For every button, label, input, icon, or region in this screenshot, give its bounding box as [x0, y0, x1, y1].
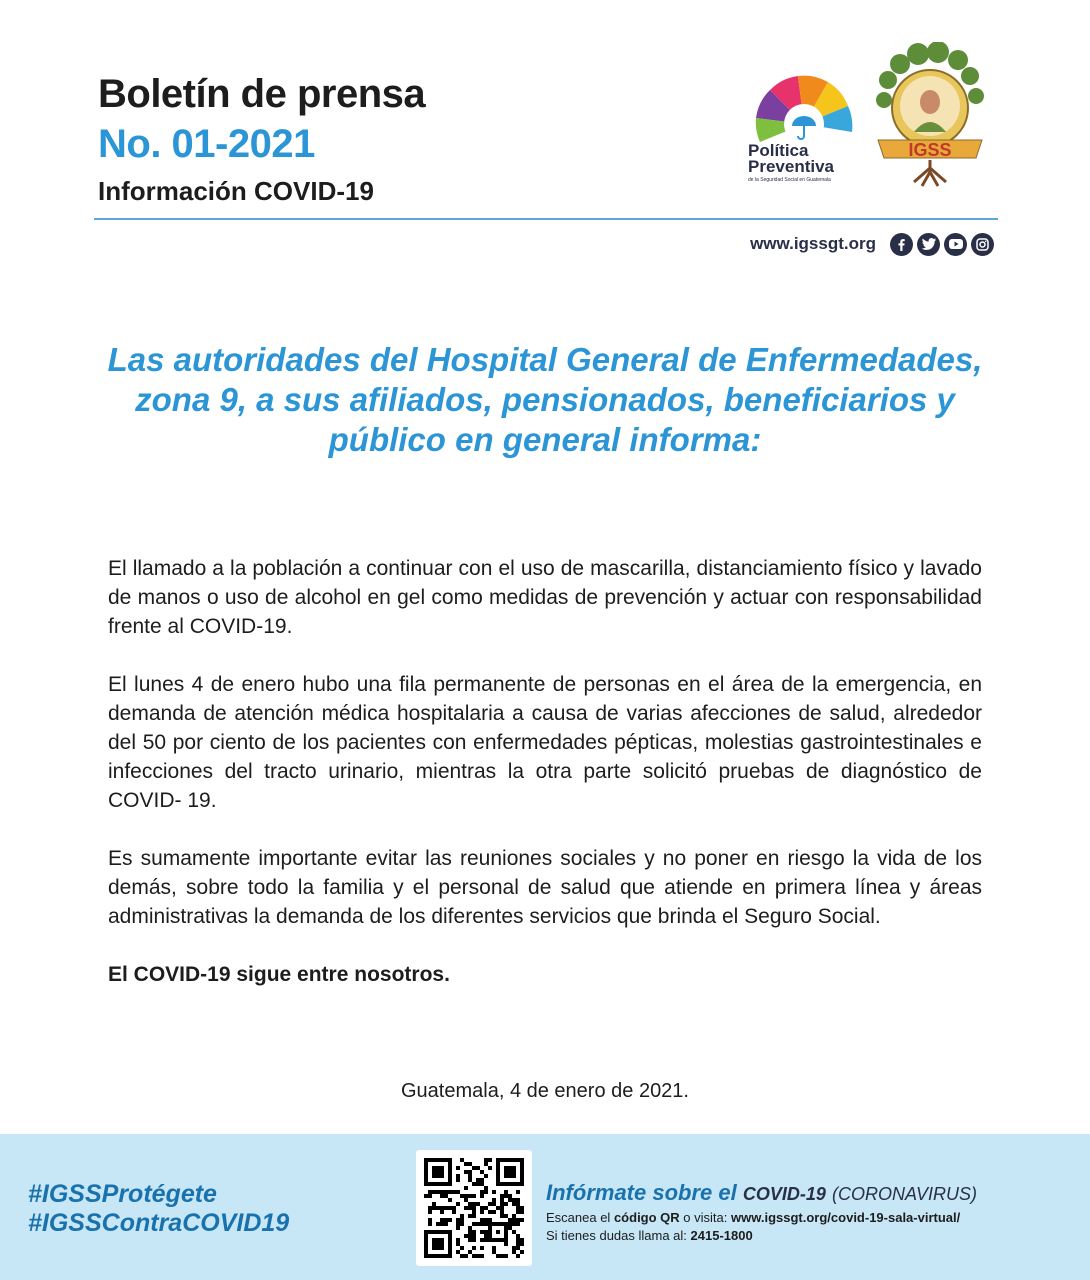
info-title-paren: (CORONAVIRUS) — [832, 1184, 978, 1204]
info-title-text: Infórmate sobre el — [546, 1180, 737, 1205]
igss-logo-text: IGSS — [908, 140, 952, 160]
scan-line — [546, 1210, 960, 1225]
website-row — [750, 232, 994, 256]
phone-number[interactable]: 2415-1800 — [690, 1228, 753, 1243]
pp-logo-line1: Política — [748, 141, 809, 160]
info-title — [546, 1180, 977, 1206]
sala-virtual-link[interactable]: www.igssgt.org/covid-19-sala-virtual/ — [731, 1210, 961, 1225]
facebook-icon[interactable] — [890, 233, 913, 256]
page-title: Boletín de prensa — [98, 72, 426, 116]
scan-mid: o visita: — [683, 1210, 728, 1225]
bulletin-number: No. 01-2021 — [98, 122, 315, 166]
pp-logo-tagline: de la Seguridad Social en Guatemala — [748, 177, 831, 183]
phone-prefix: Si tienes dudas llama al: — [546, 1228, 687, 1243]
body-paragraph-4: El COVID-19 sigue entre nosotros. — [108, 963, 450, 986]
twitter-icon[interactable] — [917, 233, 940, 256]
headline: Las autoridades del Hospital General de Enfermedades, zona 9, a sus afiliados, pensionados, beneficiarios y público en general informa: — [107, 341, 983, 458]
header — [98, 72, 998, 212]
igss-logo — [870, 42, 990, 188]
youtube-icon[interactable] — [944, 233, 967, 256]
scan-qr-label: código QR — [613, 1210, 680, 1225]
body-paragraph-3: Es sumamente importante evitar las reuniones sociales y no poner en riesgo la vida de los demás, sobre todo la familia y el personal de salud que atiende en primera línea y áreas administrativas la demanda de los diferentes servicios que brinda el Seguro Social. — [108, 847, 982, 928]
hashtag-protegete[interactable]: #IGSSProtégete — [28, 1180, 217, 1208]
phone-line — [546, 1228, 753, 1243]
pp-logo-line2: Preventiva — [748, 157, 834, 176]
dateline: Guatemala, 4 de enero de 2021. — [401, 1080, 689, 1102]
info-title-covid: COVID-19 — [742, 1184, 826, 1204]
website-link[interactable]: www.igssgt.org — [750, 234, 876, 253]
bulletin-body — [108, 554, 982, 1018]
qr-code[interactable] — [416, 1150, 532, 1266]
hashtag-contra-covid[interactable]: #IGSSContraCOVID19 — [28, 1209, 290, 1237]
instagram-icon[interactable] — [971, 233, 994, 256]
politica-preventiva-logo — [748, 66, 860, 184]
hashtags — [28, 1180, 289, 1238]
body-paragraph-1: El llamado a la población a continuar con el uso de mascarilla, distanciamiento físico y lavado de manos o uso de alcohol en gel como medidas de prevención y actuar con responsabilidad frente al COVID-19. — [108, 557, 982, 638]
body-paragraph-2: El lunes 4 de enero hubo una fila permanente de personas en el área de la emergencia, en demanda de atención médica hospitalaria a causa de varias afecciones de salud, alrededor del 50 por ciento de los pacientes con enfermedades pépticas, molestias gastrointestinales e infecciones del tracto urinario, mientras la otra parte solicitó pruebas de diagnóstico de COVID- 19. — [108, 673, 982, 812]
footer-banner — [0, 1134, 1090, 1280]
header-divider — [94, 218, 998, 220]
scan-prefix: Escanea el — [546, 1210, 611, 1225]
bulletin-subtitle: Información COVID-19 — [98, 176, 374, 206]
